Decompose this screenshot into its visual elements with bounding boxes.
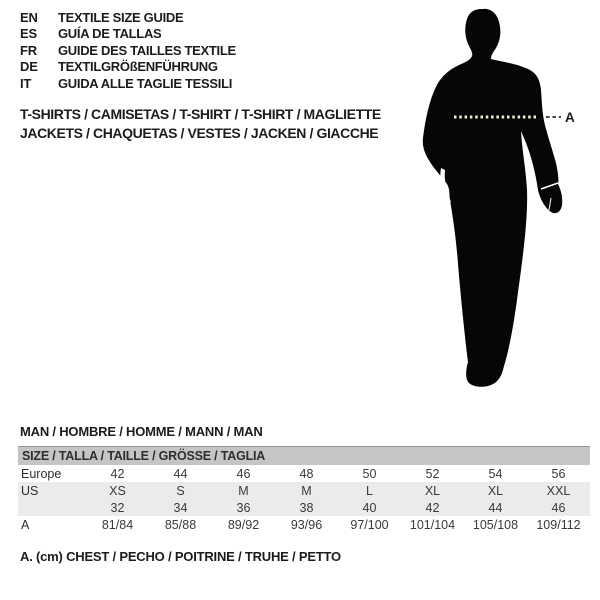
table-row-us-numeric	[18, 499, 590, 516]
language-row-fr	[20, 42, 236, 59]
size-cell: XS	[109, 483, 126, 498]
size-cell: 101/104	[409, 517, 456, 532]
language-row-de	[20, 59, 236, 76]
language-row-en	[20, 9, 236, 26]
table-row-chest-cm	[18, 516, 590, 533]
size-cell: 34	[173, 500, 188, 515]
language-code: ES	[20, 26, 37, 42]
size-cell: 38	[299, 500, 314, 515]
language-row-it	[20, 75, 236, 92]
size-cell: 42	[110, 466, 125, 481]
size-cell: 85/88	[164, 517, 197, 532]
category-tshirts: T-SHIRTS / CAMISETAS / T-SHIRT / T-SHIRT / MAGLIETTE	[20, 106, 381, 122]
man-silhouette-svg	[390, 0, 600, 420]
size-cell: 50	[362, 466, 377, 481]
size-cell: 93/96	[290, 517, 323, 532]
size-cell: 48	[299, 466, 314, 481]
language-code: IT	[20, 75, 32, 91]
man-silhouette	[423, 9, 562, 387]
size-cell: 56	[551, 466, 566, 481]
size-cell: XXL	[546, 483, 571, 498]
size-cell: 109/112	[536, 517, 581, 532]
language-row-es	[20, 26, 236, 43]
size-table-header: SIZE / TALLA / TAILLE / GRÖSSE / TAGLIA	[18, 446, 590, 465]
table-row-europe	[18, 465, 590, 482]
row-label: A	[21, 517, 30, 532]
language-code: DE	[20, 59, 38, 75]
size-cell: 46	[551, 500, 566, 515]
language-label: TEXTILE SIZE GUIDE	[58, 9, 184, 25]
category-jackets: JACKETS / CHAQUETAS / VESTES / JACKEN / GIACCHE	[20, 124, 379, 141]
size-cell: M	[238, 483, 249, 498]
size-table	[18, 446, 590, 533]
row-label: US	[21, 483, 39, 498]
language-code: FR	[20, 42, 37, 58]
size-cell: 81/84	[101, 517, 134, 532]
size-cell: 52	[425, 466, 440, 481]
size-cell: XL	[424, 483, 441, 498]
size-cell: XL	[487, 483, 504, 498]
language-label: GUIDA ALLE TAGLIE TESSILI	[58, 75, 233, 91]
size-cell: 54	[488, 466, 503, 481]
table-row-us	[18, 482, 590, 499]
size-cell: M	[301, 483, 312, 498]
man-figure	[390, 0, 600, 420]
language-list	[20, 9, 236, 92]
language-label: TEXTILGRÖßENFÜHRUNG	[58, 59, 218, 75]
size-cell: L	[366, 483, 373, 498]
chest-measure-label: A	[565, 110, 575, 125]
garment-categories	[20, 105, 381, 142]
size-cell: 89/92	[227, 517, 260, 532]
size-cell: S	[176, 483, 185, 498]
size-cell: 97/100	[350, 517, 389, 532]
size-cell: 32	[110, 500, 125, 515]
size-cell: 44	[488, 500, 503, 515]
size-cell: 44	[173, 466, 188, 481]
row-label: Europe	[21, 466, 62, 481]
section-title-man: MAN / HOMBRE / HOMME / MANN / MAN	[20, 424, 263, 439]
size-cell: 46	[236, 466, 251, 481]
language-label: GUIDE DES TAILLES TEXTILE	[58, 42, 236, 58]
size-cell: 42	[425, 500, 440, 515]
language-code: EN	[20, 9, 38, 25]
measure-footnote: A. (cm) CHEST / PECHO / POITRINE / TRUHE / PETTO	[20, 549, 341, 564]
size-cell: 36	[236, 500, 251, 515]
language-label: GUÍA DE TALLAS	[58, 26, 162, 42]
size-cell: 105/108	[472, 517, 519, 532]
size-cell: 40	[362, 500, 377, 515]
